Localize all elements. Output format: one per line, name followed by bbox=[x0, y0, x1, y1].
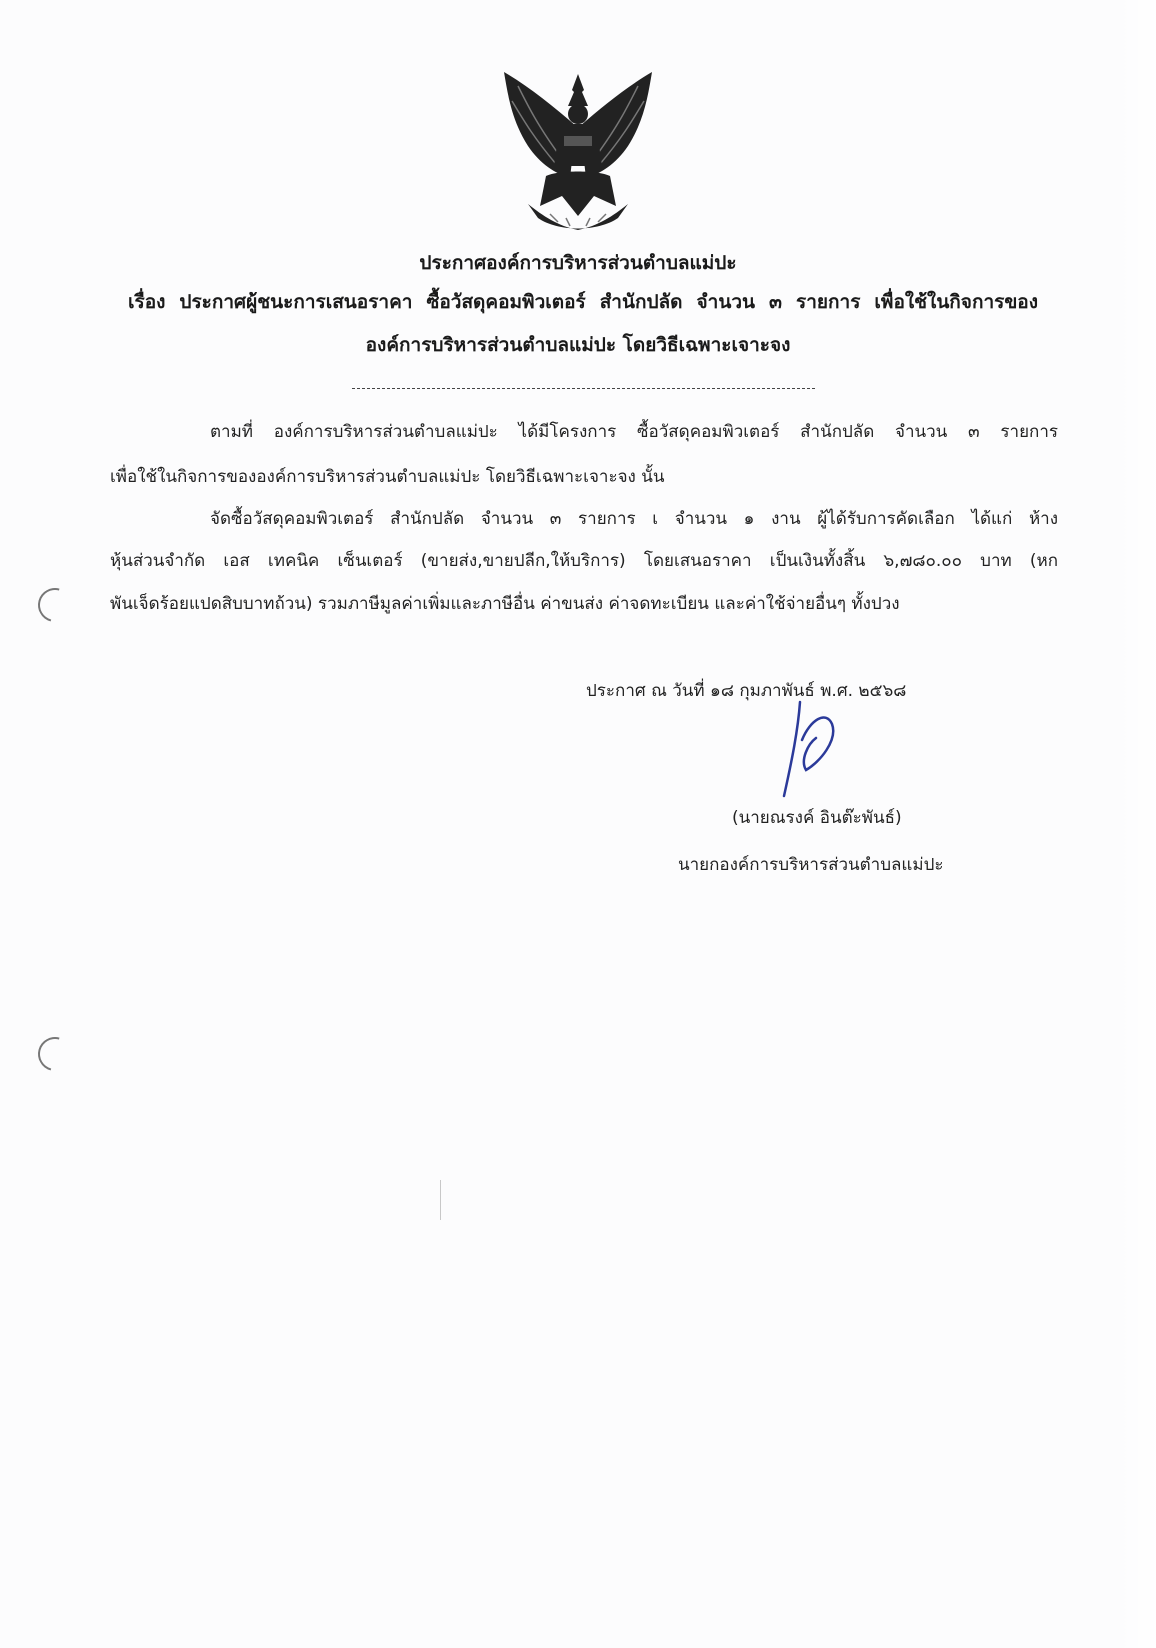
divider bbox=[352, 388, 815, 389]
paper-crease bbox=[440, 1180, 441, 1220]
handwritten-signature bbox=[780, 700, 850, 800]
announcement-subject-cont: องค์การบริหารส่วนตำบลแม่ปะ โดยวิธีเฉพาะเจาะจง bbox=[365, 334, 791, 356]
body-line-3: จัดซื้อวัสดุคอมพิวเตอร์ สำนักปลัด จำนวน ๓ รายการ เ จำนวน ๑ งาน ผู้ได้รับการคัดเลือก ได้แก่ ห้าง bbox=[210, 509, 1058, 529]
body-line-5: พันเจ็ดร้อยแปดสิบบาทถ้วน) รวมภาษีมูลค่าเพิ่มและภาษีอื่น ค่าขนส่ง ค่าจดทะเบียน และค่าใช้จ่ายอื่นๆ ทั้งปวง bbox=[110, 594, 900, 614]
page-edge bbox=[1116, 0, 1156, 1648]
signer-name: (นายณรงค์ อินต๊ะพันธ์) bbox=[732, 808, 902, 828]
signer-title: นายกองค์การบริหารส่วนตำบลแม่ปะ bbox=[678, 855, 944, 875]
announcement-date: ประกาศ ณ วันที่ ๑๘ กุมภาพันธ์ พ.ศ. ๒๕๖๘ bbox=[586, 681, 907, 701]
garuda-emblem-icon bbox=[498, 66, 658, 234]
body-line-1: ตามที่ องค์การบริหารส่วนตำบลแม่ปะ ได้มีโครงการ ซื้อวัสดุคอมพิวเตอร์ สำนักปลัด จำนวน ๓ รายการ bbox=[210, 422, 1058, 442]
announcement-title: ประกาศองค์การบริหารส่วนตำบลแม่ปะ bbox=[419, 252, 737, 274]
punch-hole-mark bbox=[32, 582, 78, 628]
announcement-subject: เรื่อง ประกาศผู้ชนะการเสนอราคา ซื้อวัสดุคอมพิวเตอร์ สำนักปลัด จำนวน ๓ รายการ เพื่อใช้ในกิจการของ bbox=[128, 291, 1038, 313]
punch-hole-mark bbox=[32, 1031, 78, 1077]
body-line-2: เพื่อใช้ในกิจการขององค์การบริหารส่วนตำบลแม่ปะ โดยวิธีเฉพาะเจาะจง นั้น bbox=[110, 467, 665, 487]
body-line-4: หุ้นส่วนจำกัด เอส เทคนิค เซ็นเตอร์ (ขายส่ง,ขายปลีก,ให้บริการ) โดยเสนอราคา เป็นเงินทั้งสิ้น ๖,๗๘๐.๐๐ บาท (หก bbox=[110, 551, 1058, 571]
